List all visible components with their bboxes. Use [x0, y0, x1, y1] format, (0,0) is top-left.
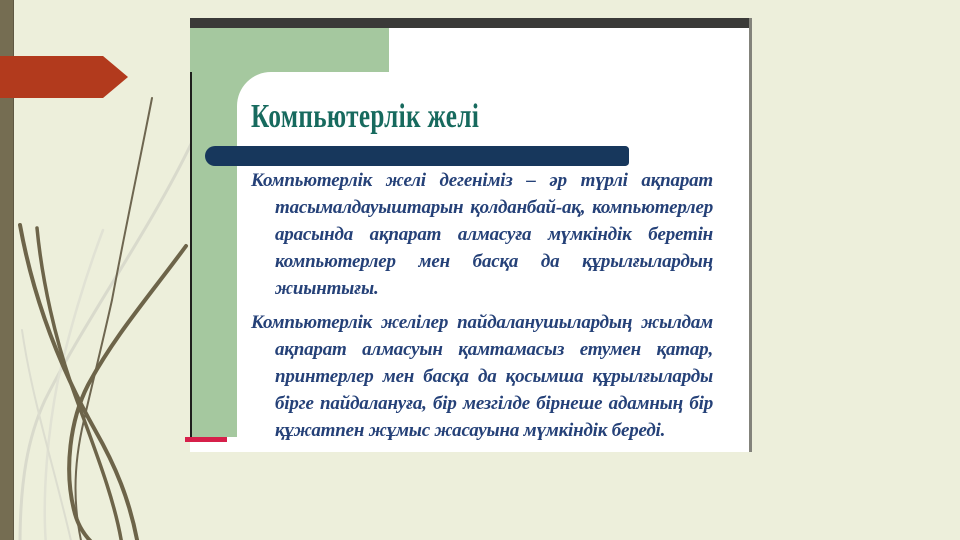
paragraph-definition: Компьютерлік желі дегеніміз – әр түрлі ақпарат тасымалдауыштарын қолданбай-ақ, компьютерлер арасында ақпарат алмасуға мүмкіндік беретін компьютерлер мен басқа да құрылғылардың жиынтығы.: [251, 170, 713, 299]
curve-dark-3: [69, 246, 186, 540]
curve-dark-2: [37, 228, 122, 540]
slide-top-bar: [190, 18, 749, 28]
curve-dark-1: [20, 225, 138, 540]
embedded-slide: [190, 18, 752, 452]
curve-light-2: [45, 230, 103, 540]
red-arrow-shape: [0, 56, 128, 98]
green-sidebar: [190, 28, 237, 437]
green-header-block: [190, 28, 389, 72]
red-underline: [185, 437, 227, 442]
curve-light-1: [20, 142, 192, 540]
curve-thin-arrow: [76, 98, 153, 540]
slide-title: Компьютерлік желі: [251, 98, 480, 135]
curve-light-3: [22, 330, 72, 540]
paragraph-benefits: Компьютерлік желілер пайдаланушылардың жылдам ақпарат алмасуын қамтамасыз етумен қатар, принтерлер мен басқа да қосымша құрылғыларды бірге пайдалануға, бір мезгілде бірнеше адамның бір құжатпен жұмыс жасауына мүмкіндік береді.: [251, 312, 713, 441]
title-underline-bar: [205, 146, 629, 166]
